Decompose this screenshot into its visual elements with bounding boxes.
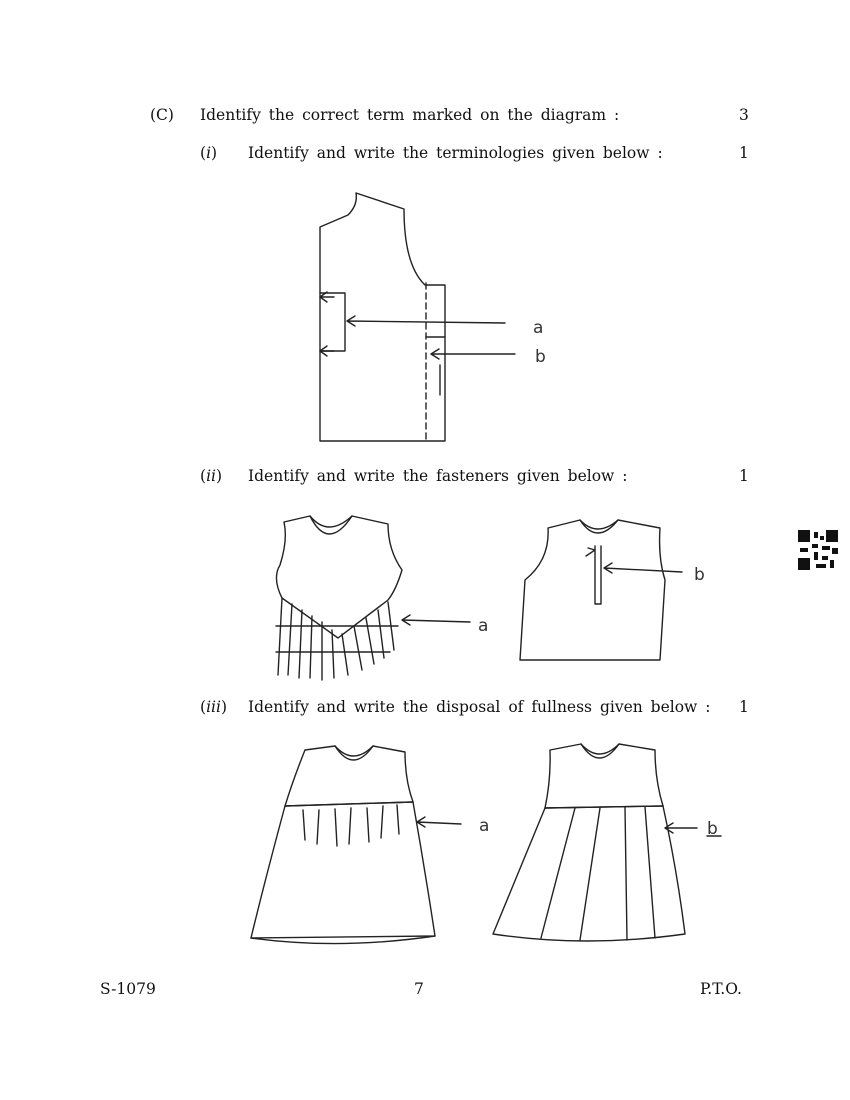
- question-marks-i: 1: [739, 144, 749, 162]
- section-marks: 3: [739, 106, 749, 124]
- question-number-iii: (iii): [200, 698, 227, 716]
- gathered-dress-sketch: [251, 746, 435, 944]
- zipper-top-sketch: [520, 520, 665, 660]
- arrow-left-lower: [320, 346, 334, 356]
- footer-page-number: 7: [414, 980, 424, 998]
- dart-bracket: [320, 293, 345, 351]
- question-number-ii: (ii): [200, 467, 223, 485]
- question-marks-ii: 1: [739, 467, 749, 485]
- arrow-a-ii: [402, 615, 470, 625]
- label-b-i: b: [535, 347, 546, 367]
- arrow-a-iii: [417, 817, 461, 827]
- arrow-b-ii: [604, 563, 682, 573]
- section-label: (C): [150, 106, 174, 124]
- question-number-i: (i): [200, 144, 218, 162]
- pleated-dress-sketch: [493, 744, 685, 941]
- arrow-b-iii: [665, 823, 697, 833]
- button-marking: [426, 337, 445, 395]
- footer-pto: P.T.O.: [700, 980, 742, 998]
- label-a-ii: a: [478, 616, 489, 636]
- label-a-i: a: [533, 318, 544, 338]
- fringe-top-sketch: [276, 516, 402, 680]
- question-text-iii: Identify and write the disposal of fullness given below :: [248, 698, 711, 716]
- fasteners-diagram: [270, 510, 720, 685]
- label-b-ii: b: [694, 565, 705, 585]
- footer-code: S-1079: [100, 980, 156, 998]
- label-b-iii: b: [707, 819, 718, 839]
- qr-code: [798, 530, 838, 570]
- section-instruction: Identify the correct term marked on the diagram :: [200, 106, 620, 124]
- question-text-i: Identify and write the terminologies given below :: [248, 144, 663, 162]
- question-text-ii: Identify and write the fasteners given below :: [248, 467, 628, 485]
- fullness-diagram: [245, 740, 725, 950]
- bodice-pattern-diagram: [300, 185, 570, 450]
- arrow-b-line: [431, 349, 515, 359]
- label-a-iii: a: [479, 816, 490, 836]
- question-marks-iii: 1: [739, 698, 749, 716]
